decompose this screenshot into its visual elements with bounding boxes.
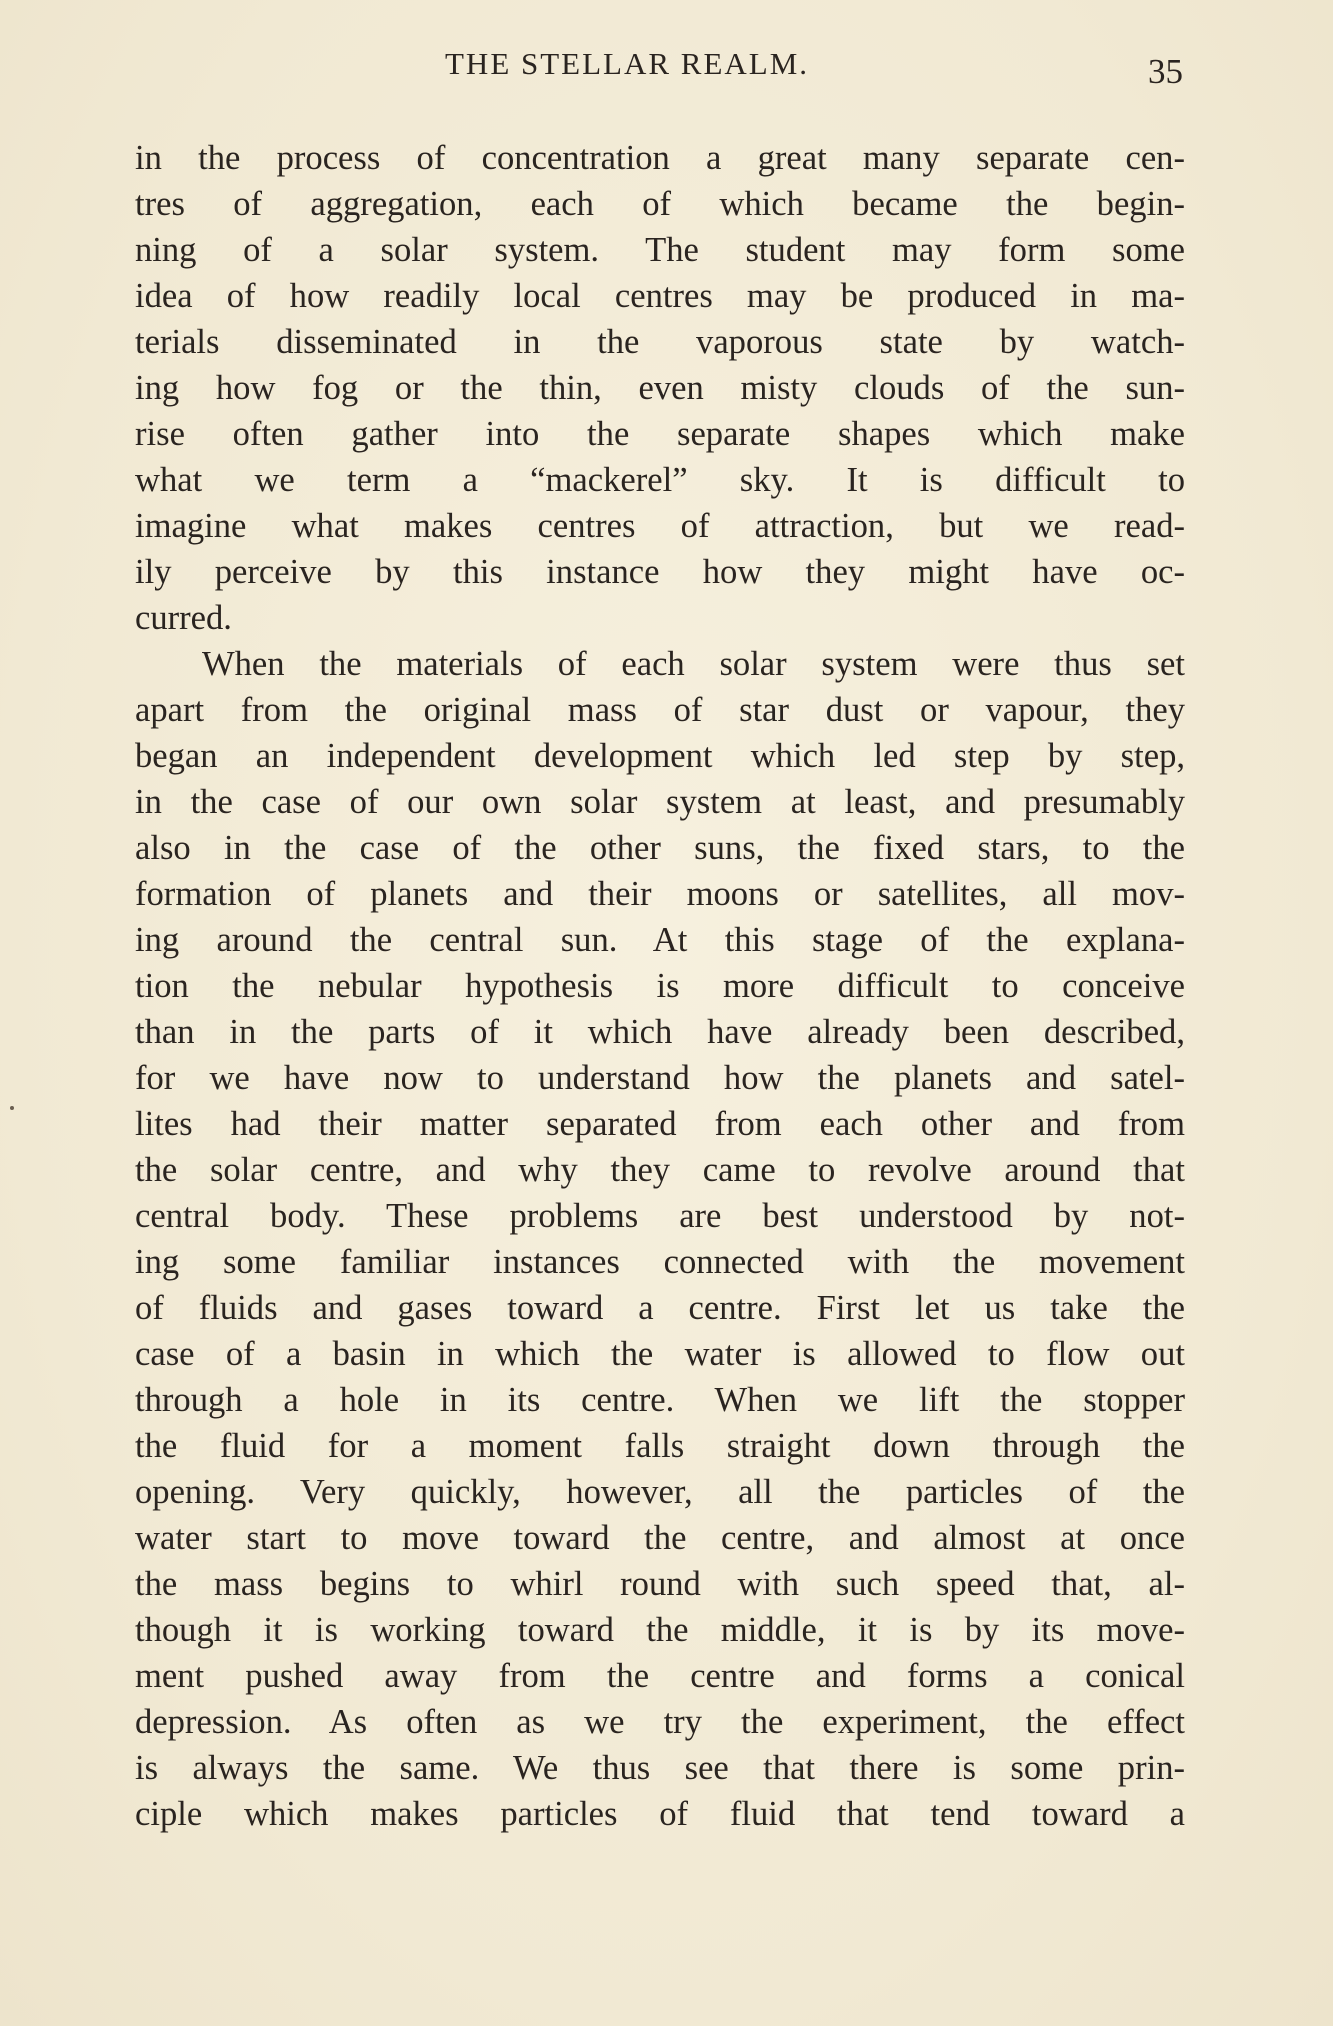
running-head: THE STELLAR REALM. [445,46,810,81]
text-line: rise often gather into the separate shapes which make [135,415,1185,453]
text-line: opening. Very quickly, however, all the particles of the [135,1473,1185,1511]
text-line: tion the nebular hypothesis is more difficult to conceive [135,967,1185,1005]
text-line: lites had their matter separated from each other and from [135,1105,1185,1143]
text-line: than in the parts of it which have already been described, [135,1013,1185,1051]
text-line: water start to move toward the centre, and almost at once [135,1519,1185,1557]
text-line: of fluids and gases toward a centre. First let us take the [135,1289,1185,1327]
text-line: the solar centre, and why they came to revolve around that [135,1151,1185,1189]
text-line: though it is working toward the middle, it is by its move- [135,1611,1185,1649]
paragraph-end-line: curred. [135,599,232,637]
text-line: through a hole in its centre. When we lift the stopper [135,1381,1185,1419]
text-line: central body. These problems are best understood by not- [135,1197,1185,1235]
text-line: apart from the original mass of star dust or vapour, they [135,691,1185,729]
text-line: case of a basin in which the water is allowed to flow out [135,1335,1185,1373]
text-line: in the case of our own solar system at least, and presumably [135,783,1185,821]
text-line: ning of a solar system. The student may form some [135,231,1185,269]
text-line: what we term a “mackerel” sky. It is difficult to [135,461,1185,499]
text-line: terials disseminated in the vaporous state by watch- [135,323,1185,361]
paragraph-start-line: When the materials of each solar system were thus set [202,645,1185,683]
text-line: ing how fog or the thin, even misty clouds of the sun- [135,369,1185,407]
text-line: in the process of concentration a great many separate cen- [135,139,1185,177]
body-text [135,135,1185,1837]
text-line: depression. As often as we try the experiment, the effect [135,1703,1185,1741]
text-line: the mass begins to whirl round with such speed that, al- [135,1565,1185,1603]
text-line: ment pushed away from the centre and forms a conical [135,1657,1185,1695]
text-line: is always the same. We thus see that there is some prin- [135,1749,1185,1787]
text-line: imagine what makes centres of attraction, but we read- [135,507,1185,545]
text-line: for we have now to understand how the planets and satel- [135,1059,1185,1097]
text-line: ciple which makes particles of fluid that tend toward a [135,1795,1185,1833]
text-line: tres of aggregation, each of which became the begin- [135,185,1185,223]
text-line: ily perceive by this instance how they might have oc- [135,553,1185,591]
text-line: formation of planets and their moons or satellites, all mov- [135,875,1185,913]
text-line: idea of how readily local centres may be produced in ma- [135,277,1185,315]
text-line: ing around the central sun. At this stage of the explana- [135,921,1185,959]
text-line: also in the case of the other suns, the fixed stars, to the [135,829,1185,867]
page-number: 35 [1148,52,1183,91]
text-line: began an independent development which led step by step, [135,737,1185,775]
text-line: ing some familiar instances connected with the movement [135,1243,1185,1281]
text-line: the fluid for a moment falls straight down through the [135,1427,1185,1465]
paper-speck [10,1106,14,1110]
